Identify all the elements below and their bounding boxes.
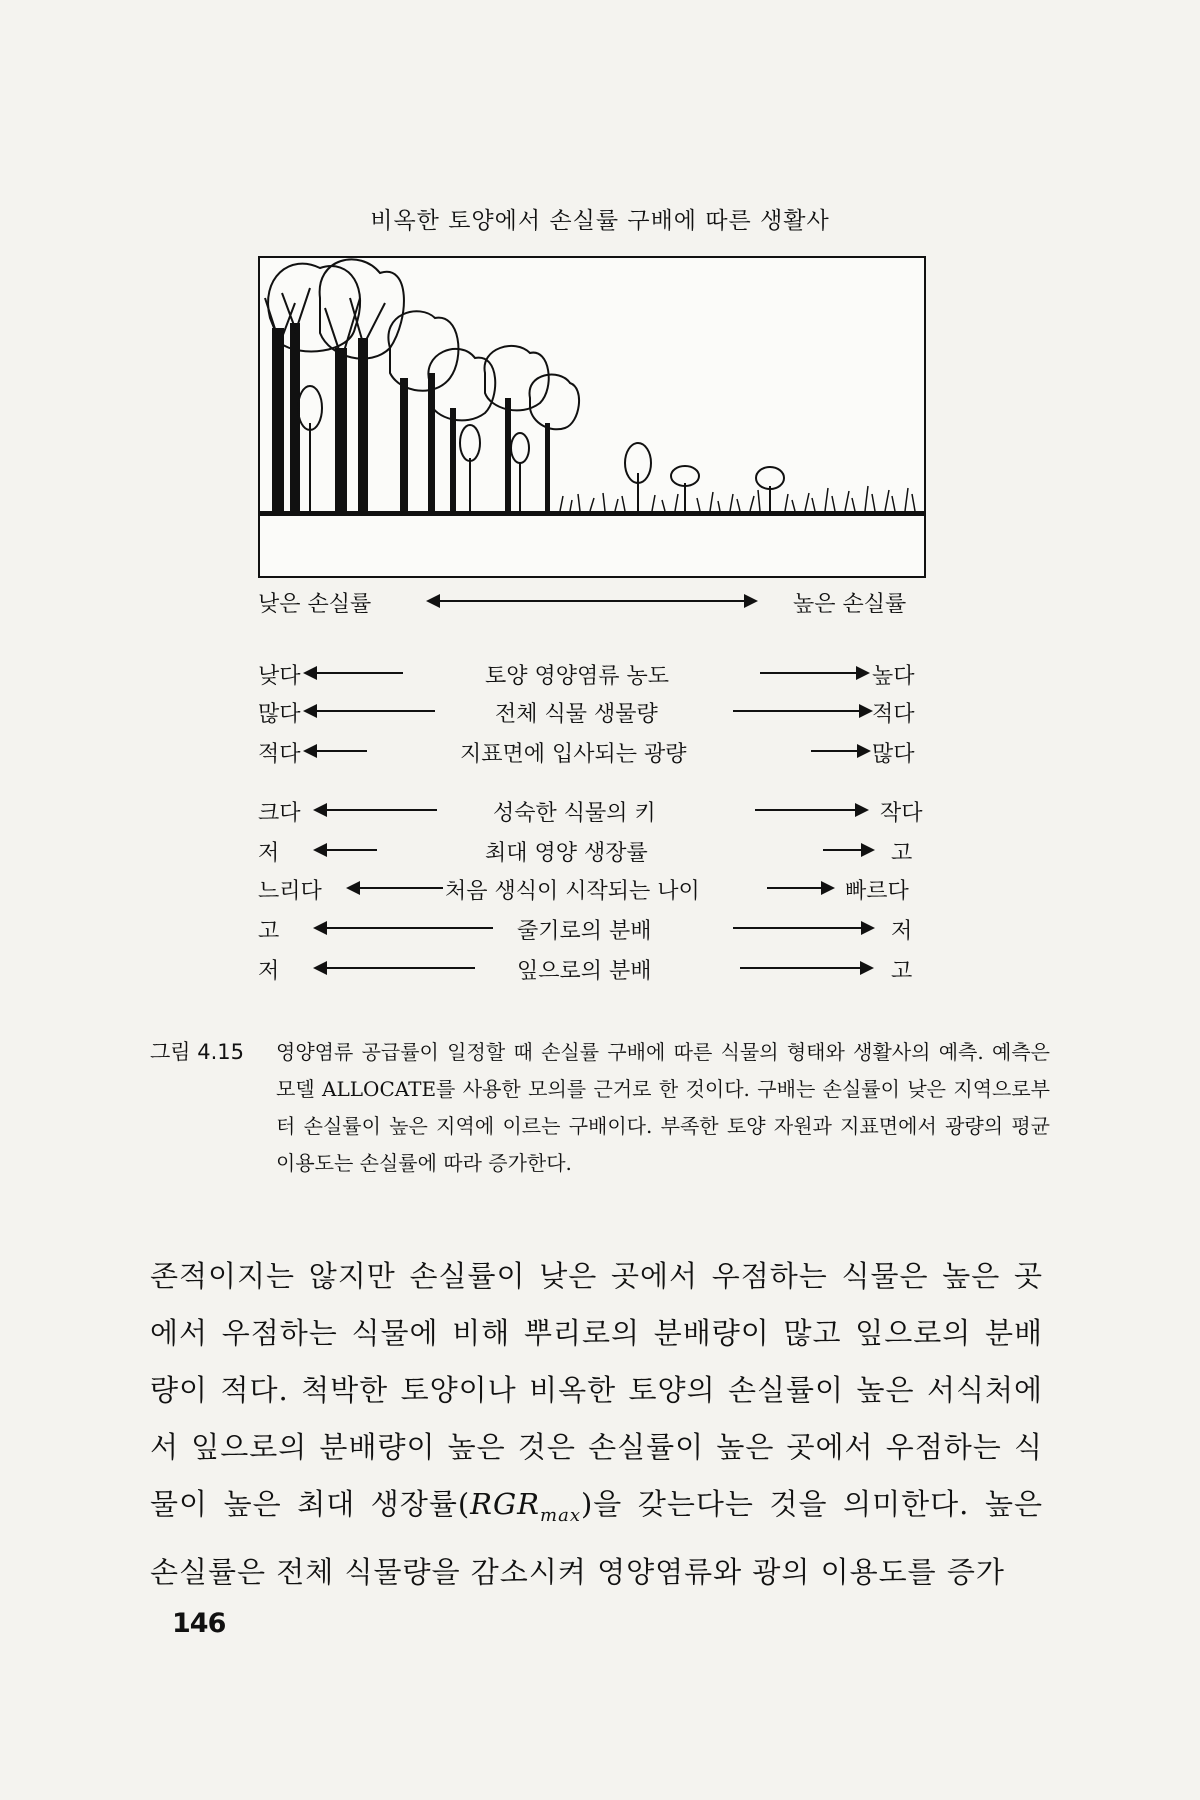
sapling-3 [756,467,784,511]
gradient-right: 빠르다 [845,879,909,904]
gradient-center: 최대 영양 생장률 [485,841,648,866]
caption-text: 영양염류 공급률이 일정할 때 손실률 구배에 따른 식물의 형태와 생활사의 예측. 예측은 모델 ALLOCATE를 사용한 모의를 근거로 한 것이다. 구배는 손실률이 낮은 지역으로부터 손실률이 높은 지역에 이르는 구배이다. 부족한 토양 자원과 지표면에서 광량의 평균 이용도는 손실률에 따라 증가한다. [276,1040,1050,1175]
gradient-right: 적다 [872,702,915,727]
left-arrow [315,927,493,929]
right-arrow [733,927,873,929]
gradient-right: 높다 [872,664,915,689]
loss-rate-axis [255,587,935,617]
right-arrow [811,750,869,752]
left-arrow [305,672,403,674]
gradient-row [255,659,935,689]
axis-left-label: 낮은 손실률 [258,592,372,617]
gradient-right: 작다 [880,801,923,826]
gradient-center: 잎으로의 분배 [517,959,652,984]
gradient-center: 줄기로의 분배 [517,919,652,944]
gradient-row [255,954,935,984]
right-arrow [767,887,833,889]
gradient-center: 처음 생식이 시작되는 나이 [445,879,700,904]
left-arrow [348,887,443,889]
grass-layer [560,486,915,511]
gradient-right: 고 [891,959,913,984]
gradient-row [255,737,935,767]
gradient-left: 느리다 [258,879,322,904]
gradient-left: 많다 [258,702,301,727]
gradient-row [255,796,935,826]
rgr-subscript: max [540,1504,581,1526]
gradient-row [255,914,935,944]
figure-title: 비옥한 토양에서 손실률 구배에 따른 생활사 [370,208,830,234]
figure-caption [150,1034,1050,1182]
right-arrow [755,809,867,811]
sapling-1 [625,443,651,511]
medium-tree-6 [530,375,580,511]
ground-band [260,511,924,516]
left-arrow [305,710,435,712]
left-arrow [315,809,437,811]
body-paragraph [150,1248,1043,1601]
page-number: 146 [172,1608,226,1639]
right-arrow [823,849,873,851]
double-arrow [428,600,756,602]
body-text-part-1: 존적이지는 않지만 손실률이 낮은 곳에서 우점하는 식물은 높은 곳에서 우점하는 식물에 비해 뿌리로의 분배량이 많고 잎으로의 분배량이 적다. 척박한 토양이나 비옥한 토양의 손실률이 높은 서식처에서 잎으로의 분배량이 높은 것은 손실률이 높은 곳에서 우점하는 식물이 높은 최대 생장률( [150,1259,1043,1521]
medium-tree-3 [388,311,458,511]
gradient-right: 저 [891,919,913,944]
gradient-row [255,836,935,866]
gradient-row [255,874,935,904]
small-tree-1 [298,386,322,511]
gradient-left: 적다 [258,742,301,767]
rgr-symbol: RGR [470,1487,541,1521]
left-arrow [315,967,475,969]
gradient-left: 저 [258,841,280,866]
caption-label: 그림 4.15 [150,1040,245,1064]
right-arrow [740,967,872,969]
gradient-center: 토양 영양염류 농도 [485,664,670,689]
gradient-center: 전체 식물 생물량 [495,702,658,727]
gradient-center: 지표면에 입사되는 광량 [460,742,687,767]
gradient-left: 저 [258,959,280,984]
left-arrow [305,750,367,752]
gradient-center: 성숙한 식물의 키 [493,801,656,826]
body-text-part-2: )을 갖는다는 것을 의미한다. 높은 손실률은 전체 식물량을 감소시켜 영양염류와 광의 이용도를 증가 [150,1487,1043,1589]
gradient-left: 낮다 [258,664,301,689]
gradient-right: 고 [891,841,913,866]
gradient-row [255,697,935,727]
forest-gradient-illustration [258,256,926,578]
gradient-right: 많다 [872,742,915,767]
gradient-left: 크다 [258,801,301,826]
sapling-2 [671,466,699,511]
tall-tree-2 [320,259,404,511]
right-arrow [733,710,871,712]
axis-right-label: 높은 손실률 [793,592,907,617]
gradient-left: 고 [258,919,280,944]
left-arrow [315,849,377,851]
right-arrow [760,672,868,674]
